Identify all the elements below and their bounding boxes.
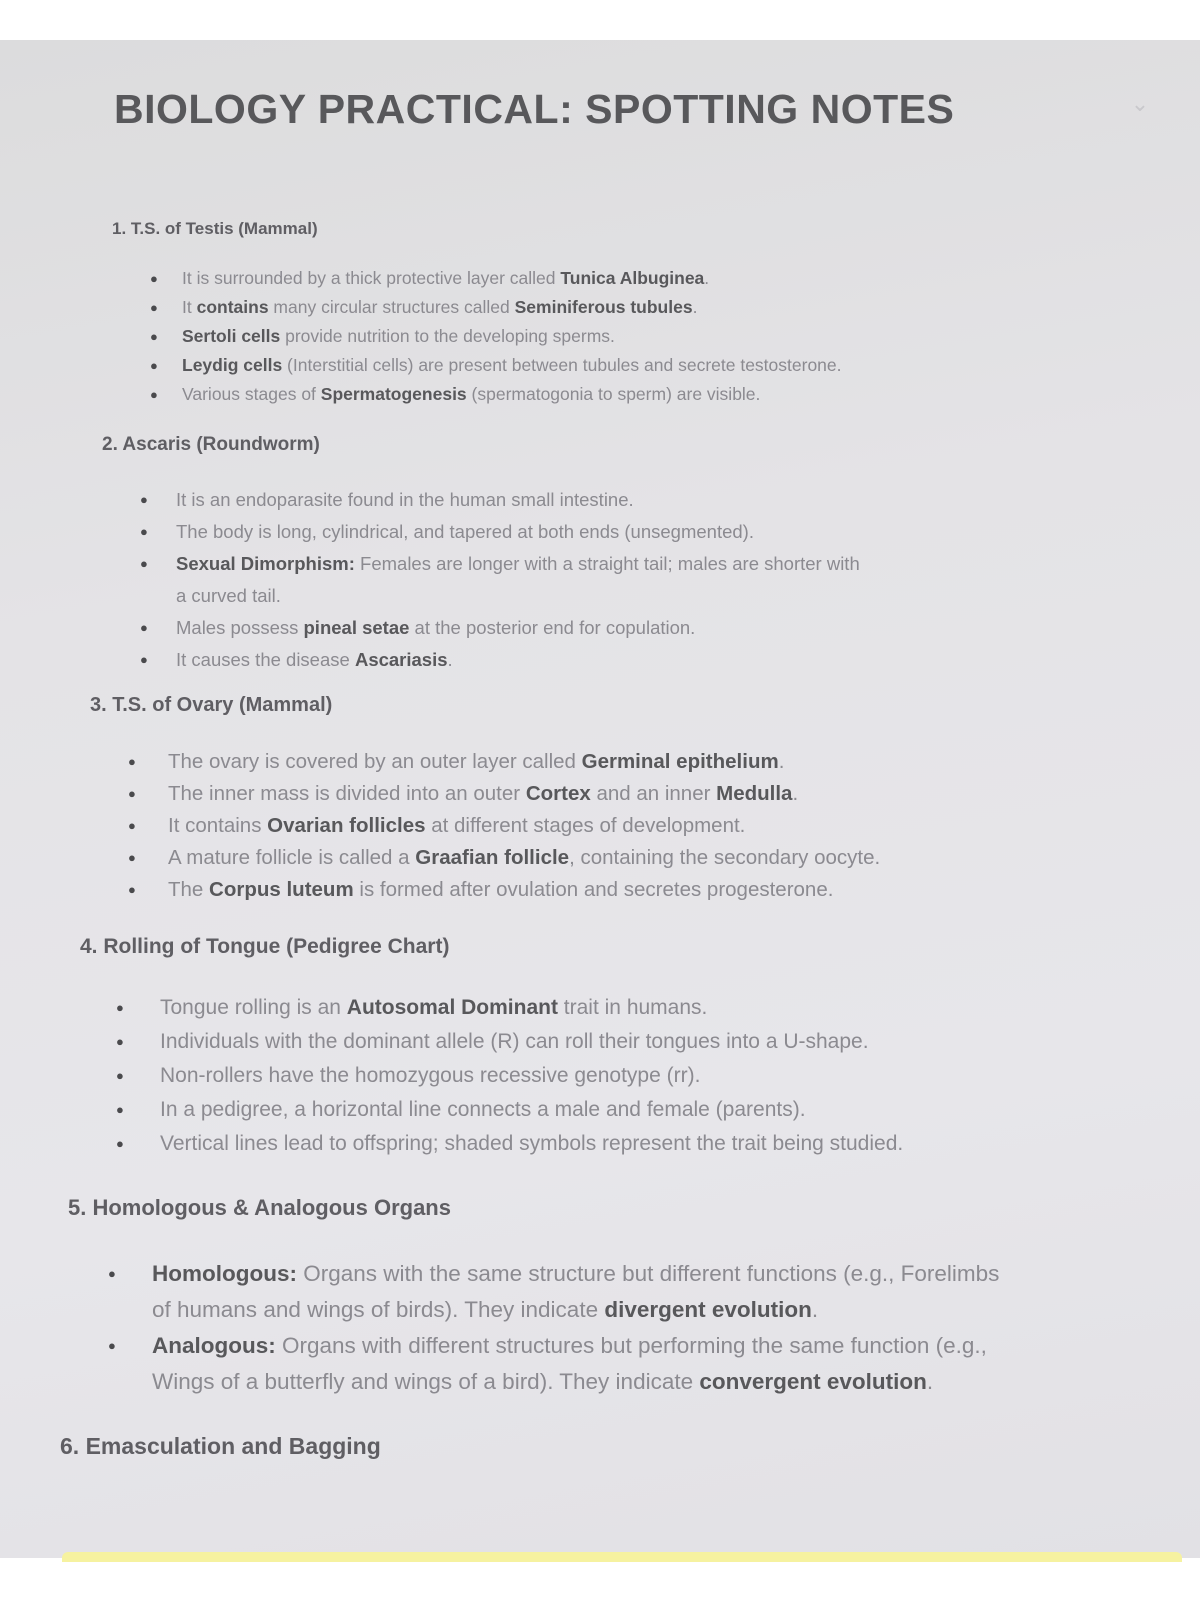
section-heading-ascaris: 2. Ascaris (Roundworm) — [102, 434, 320, 455]
bullet-icon: ● — [128, 882, 136, 897]
bullet-icon: ● — [116, 1136, 124, 1151]
bullet-icon: ● — [150, 271, 158, 286]
bullet-icon: ● — [150, 329, 158, 344]
bullet-icon: ● — [140, 524, 148, 539]
chevron-down-icon[interactable]: ⌄ — [1130, 91, 1150, 116]
bullet-icon: ● — [128, 818, 136, 833]
bullet-icon: ● — [108, 1266, 116, 1281]
bullet-icon: ● — [128, 786, 136, 801]
bullet-icon: ● — [116, 1034, 124, 1049]
bullet-icon: ● — [150, 300, 158, 315]
bullet-icon: ● — [140, 556, 148, 571]
list-item: ● Non-rollers have the homozygous recessive genotype (rr). — [116, 1059, 903, 1093]
section-heading-organs: 5. Homologous & Analogous Organs — [68, 1195, 451, 1220]
list-item: ● In a pedigree, a horizontal line connects a male and female (parents). — [116, 1093, 903, 1127]
list-item: ● Tongue rolling is an Autosomal Dominant trait in humans. — [116, 991, 903, 1025]
list-item: ● It is an endoparasite found in the human small intestine. — [140, 484, 860, 516]
section-heading-ovary: 3. T.S. of Ovary (Mammal) — [90, 694, 333, 716]
list-item: ● Males possess pineal setae at the posterior end for copulation. — [140, 612, 860, 644]
list-item: ● Sexual Dimorphism: Females are longer with a straight tail; males are shorter with a curved tail. — [140, 548, 860, 612]
bullet-icon: ● — [140, 652, 148, 667]
bullet-icon: ● — [128, 850, 136, 865]
list-item: ● Various stages of Spermatogenesis (spermatogonia to sperm) are visible. — [150, 380, 842, 409]
bullet-icon: ● — [116, 1000, 124, 1015]
list-item: ● The inner mass is divided into an outer Cortex and an inner Medulla. — [128, 778, 880, 810]
list-item: ● The ovary is covered by an outer layer called Germinal epithelium. — [128, 746, 880, 778]
list-item: ● Homologous: Organs with the same structure but different functions (e.g., Forelimbs of humans and wings of birds). They indicate divergent evolution. — [108, 1256, 999, 1328]
section-heading-testis: 1. T.S. of Testis (Mammal) — [112, 219, 318, 238]
bullet-icon: ● — [128, 754, 136, 769]
list-item: ● Analogous: Organs with different structures but performing the same function (e.g., Wings of a butterfly and wings of a bird). They indicate convergent evolution. — [108, 1328, 999, 1400]
bullet-icon: ● — [116, 1102, 124, 1117]
bullet-list-ovary — [128, 746, 880, 906]
list-item: ● It contains Ovarian follicles at different stages of development. — [128, 810, 880, 842]
list-item: ● The body is long, cylindrical, and tapered at both ends (unsegmented). — [140, 516, 860, 548]
bullet-list-organs — [108, 1256, 999, 1400]
list-item: ● Leydig cells (Interstitial cells) are present between tubules and secrete testosterone. — [150, 351, 842, 380]
list-item: ● It contains many circular structures called Seminiferous tubules. — [150, 293, 842, 322]
list-item: ● A mature follicle is called a Graafian follicle, containing the secondary oocyte. — [128, 842, 880, 874]
bullet-icon: ● — [150, 387, 158, 402]
bullet-list-testis — [150, 264, 842, 409]
list-item: ● Individuals with the dominant allele (R) can roll their tongues into a U-shape. — [116, 1025, 903, 1059]
page-title: BIOLOGY PRACTICAL: SPOTTING NOTES — [114, 86, 955, 132]
list-item: ● Vertical lines lead to offspring; shaded symbols represent the trait being studied. — [116, 1127, 903, 1161]
list-item: ● Sertoli cells provide nutrition to the developing sperms. — [150, 322, 842, 351]
bullet-icon: ● — [150, 358, 158, 373]
bullet-list-ascaris — [140, 484, 860, 676]
bullet-icon: ● — [108, 1338, 116, 1353]
bullet-icon: ● — [116, 1068, 124, 1083]
bullet-list-tongue-rolling — [116, 991, 903, 1161]
bullet-icon: ● — [140, 492, 148, 507]
section-heading-emasculation: 6. Emasculation and Bagging — [60, 1433, 381, 1459]
section-heading-tongue-rolling: 4. Rolling of Tongue (Pedigree Chart) — [80, 935, 450, 958]
list-item: ● It causes the disease Ascariasis. — [140, 644, 860, 676]
bullet-icon: ● — [140, 620, 148, 635]
highlighter-mark — [62, 1552, 1182, 1562]
list-item: ● It is surrounded by a thick protective layer called Tunica Albuginea. — [150, 264, 842, 293]
list-item: ● The Corpus luteum is formed after ovulation and secretes progesterone. — [128, 874, 880, 906]
